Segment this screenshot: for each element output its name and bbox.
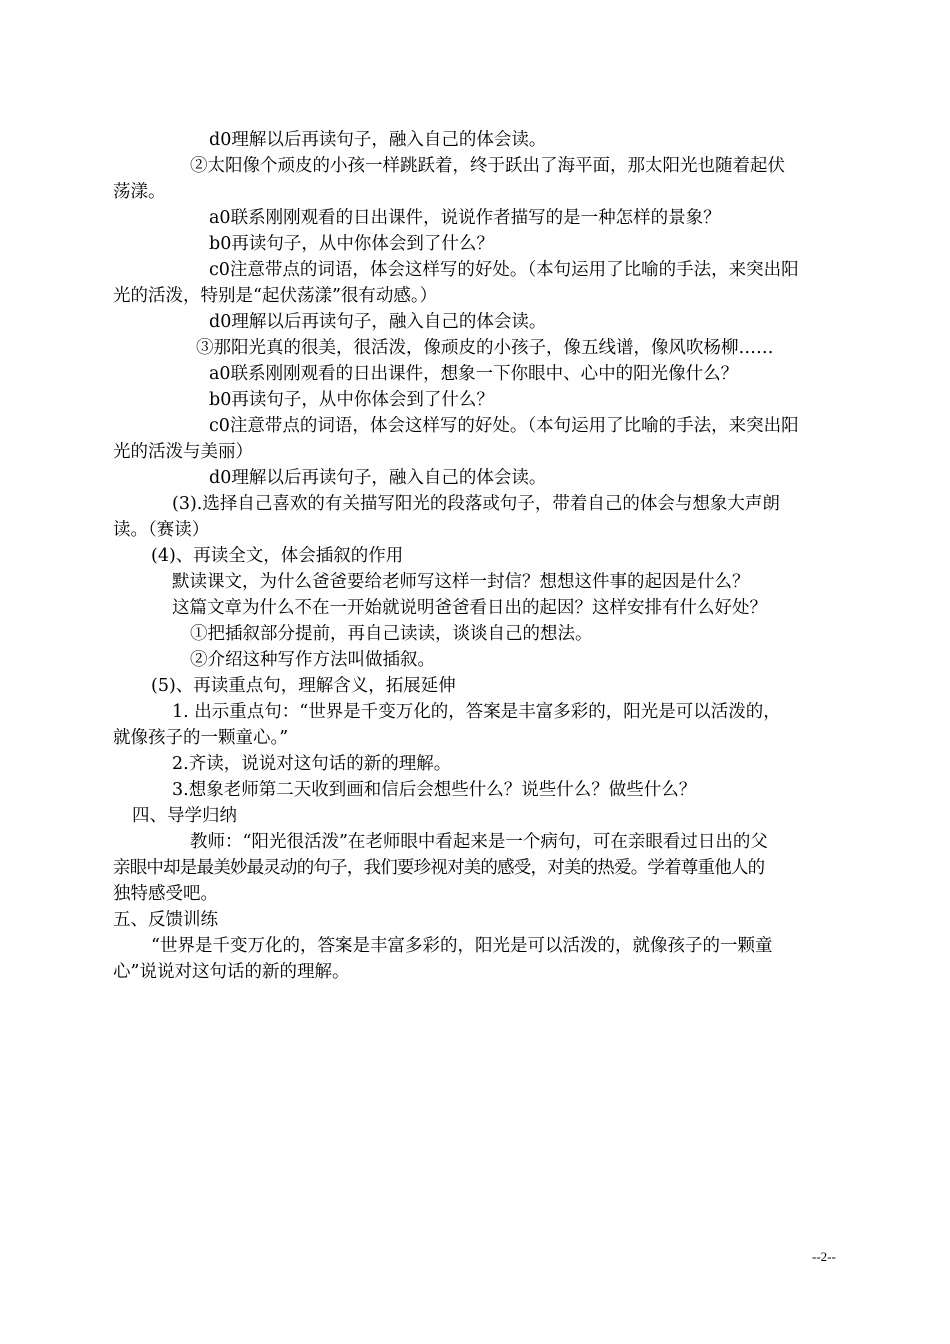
text-line: 心”说说对这句话的新的理解。 — [113, 962, 350, 982]
text-line: 独特感受吧。 — [113, 884, 218, 904]
text-line: ③那阳光真的很美，很活泼，像顽皮的小孩子，像五线谱，像风吹杨柳…… — [196, 338, 774, 358]
text-line: d0理解以后再读句子，融入自己的体会读。 — [209, 468, 547, 488]
text-line: d0理解以后再读句子，融入自己的体会读。 — [209, 312, 547, 332]
text-line: (5)、再读重点句，理解含义，拓展延伸 — [151, 676, 456, 696]
text-line: b0再读句子，从中你体会到了什么？ — [209, 390, 494, 410]
text-line: ②太阳像个顽皮的小孩一样跳跃着，终于跃出了海平面，那太阳光也随着起伏 — [190, 156, 785, 176]
text-line: “世界是千变万化的，答案是丰富多彩的，阳光是可以活泼的，就像孩子的一颗童 — [151, 936, 773, 956]
page-number: --2-- — [812, 1249, 836, 1264]
text-line: 1. 出示重点句：“世界是千变万化的，答案是丰富多彩的，阳光是可以活泼的， — [172, 702, 781, 722]
text-line: 就像孩子的一颗童心。” — [113, 728, 289, 748]
text-line: b0再读句子，从中你体会到了什么？ — [209, 234, 494, 254]
text-line: c0注意带点的词语，体会这样写的好处。（本句运用了比喻的手法，来突出阳 — [209, 260, 799, 280]
text-line: 亲眼中却是最美妙最灵动的句子，我们要珍视对美的感受，对美的热爱。学着尊重他人的 — [113, 858, 765, 878]
section-heading: 四、导学归纳 — [132, 806, 237, 826]
text-line: (3).选择自己喜欢的有关描写阳光的段落或句子，带着自己的体会与想象大声朗 — [172, 494, 780, 514]
section-heading: 五、反馈训练 — [113, 910, 218, 930]
text-line: c0注意带点的词语，体会这样写的好处。（本句运用了比喻的手法，来突出阳 — [209, 416, 799, 436]
text-line: ②介绍这种写作方法叫做插叙。 — [190, 650, 435, 670]
text-line: a0联系刚刚观看的日出课件，说说作者描写的是一种怎样的景象？ — [209, 208, 721, 228]
text-line: 这篇文章为什么不在一开始就说明爸爸看日出的起因？这样安排有什么好处？ — [172, 598, 767, 618]
text-line: 读。（赛读） — [113, 520, 210, 540]
text-line: 教师：“阳光很活泼”在老师眼中看起来是一个病句，可在亲眼看过日出的父 — [190, 832, 768, 852]
text-line: 默读课文，为什么爸爸要给老师写这样一封信？想想这件事的起因是什么？ — [172, 572, 750, 592]
text-line: ①把插叙部分提前，再自己读读，谈谈自己的想法。 — [190, 624, 593, 644]
text-line: 荡漾。 — [113, 182, 166, 202]
text-line: 光的活泼，特别是“起伏荡漾”很有动感。） — [113, 286, 438, 306]
text-line: 3.想象老师第二天收到画和信后会想些什么？说些什么？做些什么？ — [172, 780, 697, 800]
text-line: 2.齐读，说说对这句话的新的理解。 — [172, 754, 452, 774]
text-line: d0理解以后再读句子，融入自己的体会读。 — [209, 130, 547, 150]
text-line: a0联系刚刚观看的日出课件，想象一下你眼中、心中的阳光像什么？ — [209, 364, 739, 384]
text-line: (4)、再读全文，体会插叙的作用 — [151, 546, 404, 566]
text-line: 光的活泼与美丽） — [113, 442, 253, 462]
